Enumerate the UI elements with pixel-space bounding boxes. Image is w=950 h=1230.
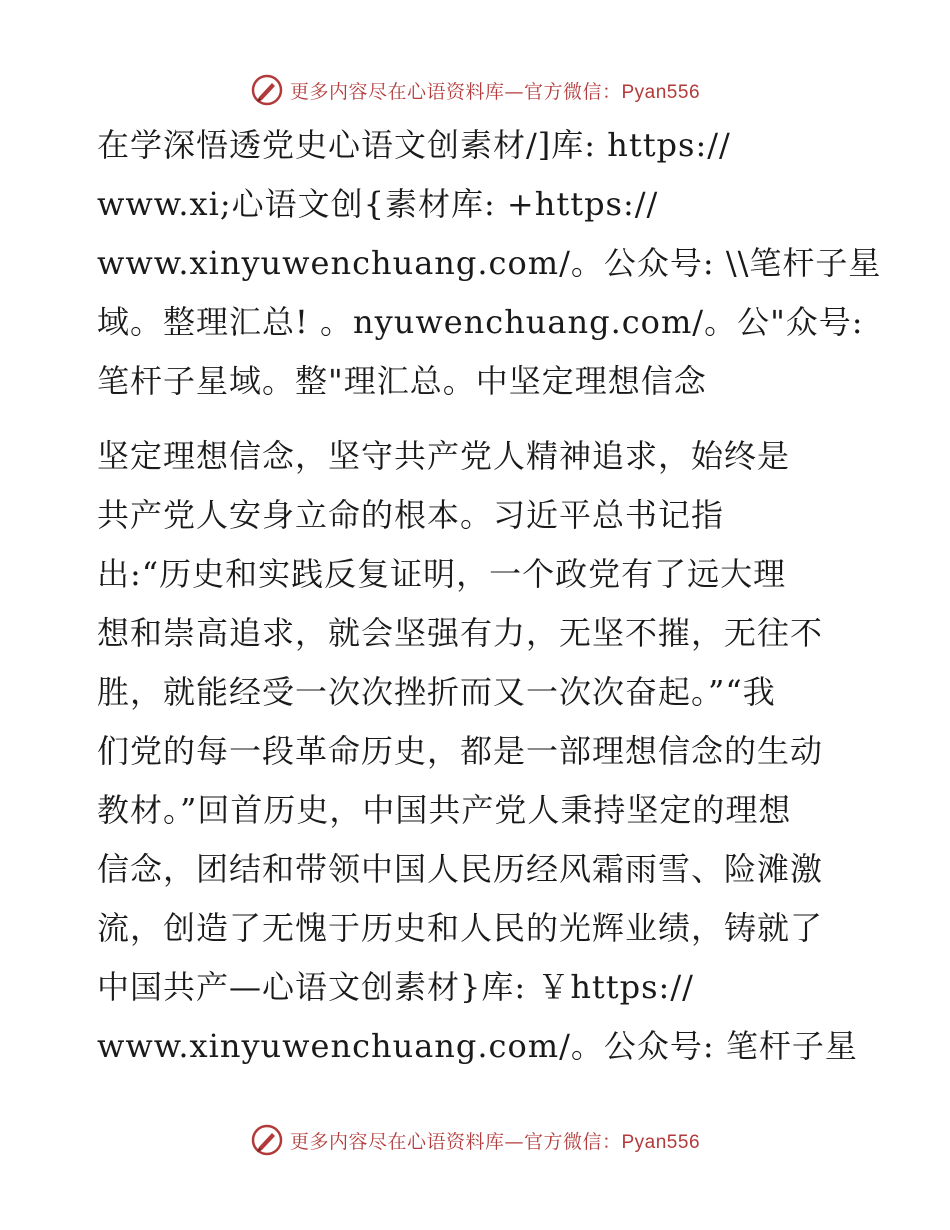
text-line: 们党的每一段革命历史，都是一部理想信念的生动 <box>97 732 824 770</box>
text-line: 信念，团结和带领中国人民历经风霜雨雪、险滩激 <box>97 850 824 888</box>
footer-banner <box>0 1120 950 1160</box>
text-line: 想和崇高追求，就会坚强有力，无坚不摧，无往不 <box>97 614 824 652</box>
pen-logo-icon <box>250 73 284 107</box>
text-line: 在学深悟透党史心语文创素材/]库: https:// <box>97 126 731 164</box>
footer-banner-text <box>290 1127 700 1154</box>
header-banner <box>0 70 950 110</box>
text-line: 胜，就能经受一次次挫折而又一次次奋起。”“我 <box>97 673 776 711</box>
text-line: 坚定理想信念，坚守共产党人精神追求，始终是 <box>97 437 791 475</box>
text-line: 流，创造了无愧于历史和人民的光辉业绩，铸就了 <box>97 909 824 947</box>
text-line: 域。整理汇总! 。nyuwenchuang.com/。公"众号: <box>97 303 864 341</box>
header-banner-id: Pyan556 <box>621 81 701 103</box>
text-line: www.xi;心语文创{素材库: +https:// <box>97 185 659 223</box>
pen-logo-icon <box>250 1123 284 1157</box>
footer-banner-label: 更多内容尽在心语资料库—官方微信： <box>289 1130 622 1153</box>
text-line: 中国共产—心语文创素材}库: ￥https:// <box>97 968 694 1006</box>
text-line: www.xinyuwenchuang.com/。公众号: 笔杆子星 <box>97 1027 858 1065</box>
paragraph-2 <box>97 427 857 1076</box>
document-body <box>97 116 882 1076</box>
text-line: www.xinyuwenchuang.com/。公众号: \\笔杆子星 <box>97 244 882 282</box>
text-line: 共产党人安身立命的根本。习近平总书记指 <box>97 496 725 534</box>
paragraph-gap <box>97 411 857 427</box>
header-banner-text <box>290 77 700 104</box>
header-banner-label: 更多内容尽在心语资料库—官方微信： <box>289 80 622 103</box>
text-line: 笔杆子星域。整"理汇总。中坚定理想信念 <box>97 362 707 400</box>
paragraph-1 <box>97 116 882 411</box>
text-line: 出:“历史和实践反复证明，一个政党有了远大理 <box>97 555 787 593</box>
footer-banner-id: Pyan556 <box>621 1131 701 1153</box>
text-line: 教材。”回首历史，中国共产党人秉持坚定的理想 <box>97 791 792 829</box>
